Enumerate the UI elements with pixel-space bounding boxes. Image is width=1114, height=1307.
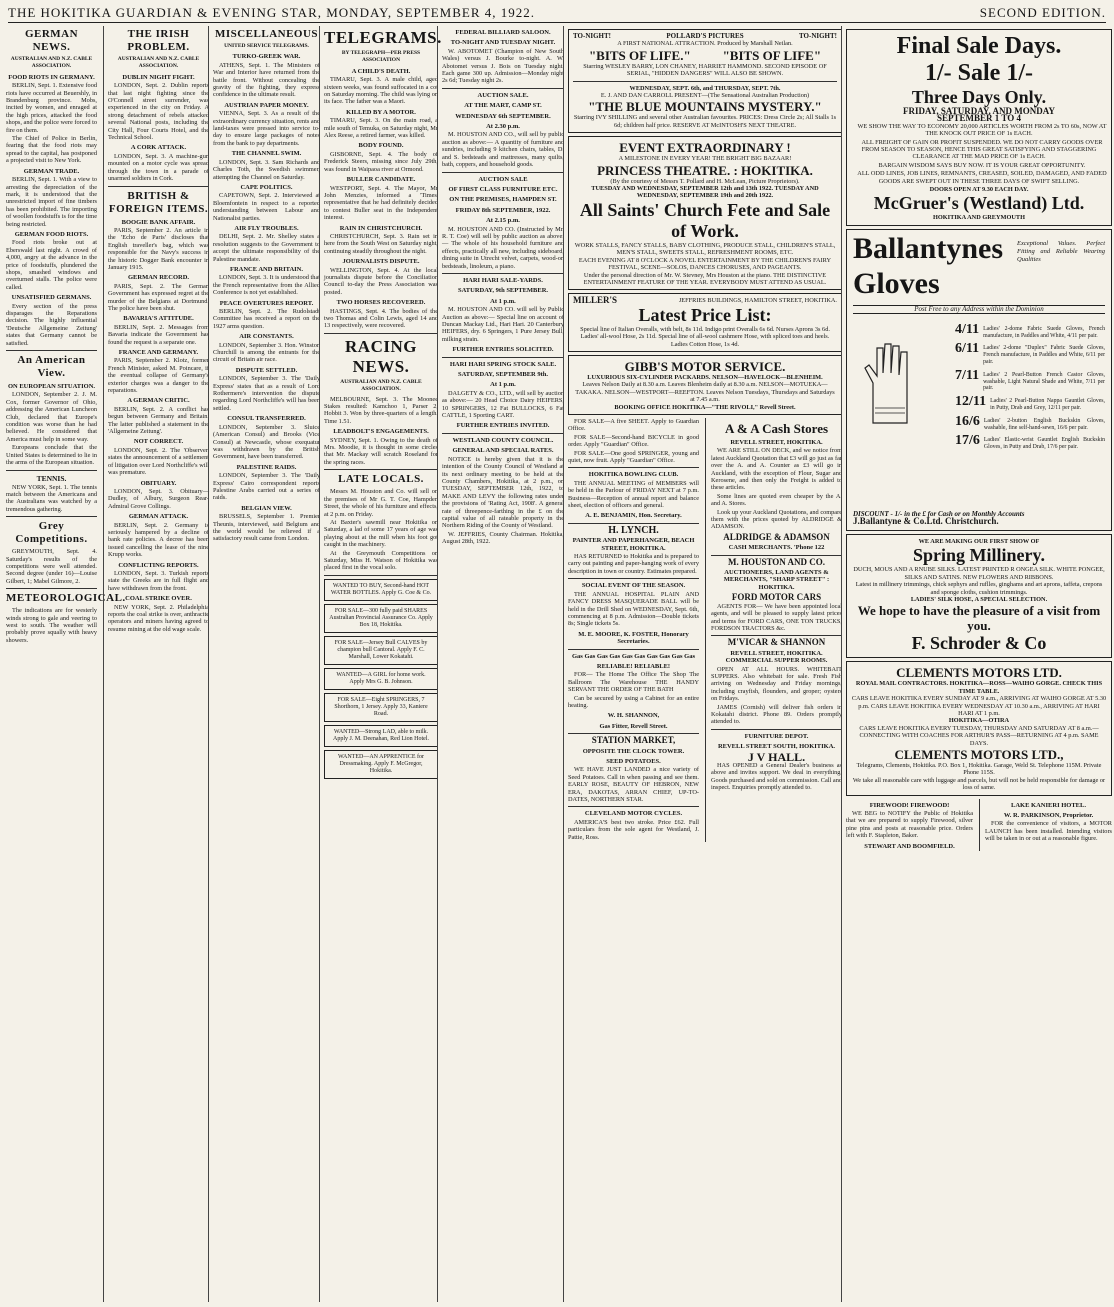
ad-heading: W. H. SHANNON,: [607, 712, 660, 720]
ad-text: Can be secured by using a Cabinet for an entire heating.: [568, 694, 699, 709]
ad-text: WE ARE STILL ON DECK, and we notice from latest Auckland Quotation that £3 will go just as far over the A. and A. Counter as £3 will go in Auckland, with the exception of Flour, Sugar and Kerosene, and then only the Freight is added to these articles.: [711, 447, 842, 492]
source-line: AUSTRALIAN AND N.Z. CABLE ASSOCIATION.: [340, 378, 422, 393]
glove-price-row: [955, 413, 1105, 432]
classified-ad: FOR SALE—One good SPRINGER, young and quiet, now fruit. Apply "Guardian" Office.: [568, 449, 699, 464]
ad-subheading: AUCTIONEERS, LAND AGENTS & MERCHANTS, "SHARP STREET" : HOKITIKA.: [723, 569, 830, 591]
ballantyne-company: J.Ballantyne & Co.Ltd. Christchurch.: [853, 516, 999, 527]
ad-subheading: Three Days Only.: [911, 87, 1047, 107]
ad-text: ALL ODD LINES, JOB LINES, REMNANTS, CREASED, SOILED, DAMAGED, AND FADED GOODS ARE SWEPT OUT IN THESE THREE DAYS OF SWIFT SELLING.: [857, 170, 1107, 185]
article-text: The indications are for westerly winds strong to gale and veering to west to south. The weather will probably prove squally with heavy showers.: [6, 607, 97, 644]
glove-price-row: [955, 367, 1105, 392]
film-title: "THE BLUE MOUNTAINS MYSTERY.": [588, 99, 822, 115]
ad-text: DUCH, MOUS AND A RNUBE SILKS. LATEST PRINTED R ONGEA SILK. WHITE PONGEE, SILKS AND SATINS. NEW FLOWERS AND RIBBONS.: [853, 566, 1105, 581]
article-text: TIMARU, Sept. 3. A male child, aged sixteen weeks, was found suffocated in a cot on Saturday morning. The child was lying on its face. The father was a Maori.: [324, 76, 438, 106]
ad-subheading: WEDNESDAY, SEPT. 6th, and THURSDAY, SEPT. 7th.: [629, 84, 781, 92]
article-heading: NOT CORRECT.: [133, 438, 184, 446]
ad-text: THE ANNUAL HOSPITAL PLAIN AND FANCY DRESS MASQUERADE BALL will be held in the Drill Shed on WEDNESDAY, Sept. 6th, commencing at 8 p.m. Admission—Double tickets 8s; Single tickets 5s.: [568, 590, 699, 628]
ad-heading: Spring Millinery.: [912, 545, 1045, 566]
ad-heading: FORD MOTOR CARS: [731, 592, 822, 603]
article-text: At the Greymouth Competitions on Saturday, Miss H. Watson of Hokitika was placed first in the vocal solo.: [324, 549, 438, 572]
article-text: PARIS, Sept. 2. The German Government has expressed regret at the murder of the Belgians at Dortmund. The police have been shut.: [108, 282, 209, 312]
ad-heading: EVENT EXTRAORDINARY !: [619, 140, 791, 156]
film-title: "BITS OF LIFE.": [588, 47, 691, 63]
ad-text: WE SHOW THE WAY TO ECONOMY 20,000 ARTICLES WORTH FROM 2s TO 60s, NOW AT THE KNOCK OUT PRICE OF 1s EACH.: [857, 122, 1107, 138]
source-line: AUSTRALIAN AND N.Z. CABLE ASSOCIATION.: [10, 56, 93, 70]
ad-text: HAS RETURNED to Hokitika and is prepared to carry out painting and paper-hanging work of every description in town or country. Estimates prepared.: [568, 553, 699, 575]
glove-desc: Ladies' 2-dome Fabric Suede Gloves, French manufacture, in Paddles and White, 4/11 per pair.: [983, 325, 1105, 339]
article-heading: GERMAN ATTACK.: [128, 513, 189, 521]
ad-heading: WESTLAND COUNTY COUNCIL.: [452, 436, 554, 444]
article-heading: A CORK ATTACK.: [130, 144, 187, 152]
glove-price: 4/11: [955, 321, 980, 337]
glove-note: Exceptional Values. Perfect Fitting and Reliable Wearing Qualities: [1017, 239, 1105, 263]
article-text: BRUSSELS, September 1. Premier Theunis, interviewed, said Belgium and the world would be relieved if a satisfactory result came from London.: [213, 513, 320, 543]
ad-subheading: W. R. PARKINSON, Proprietor.: [1003, 812, 1094, 819]
ballantynes-gloves-ad: [846, 229, 1112, 531]
glove-icon: [853, 338, 943, 428]
ad-subheading: OF FIRST CLASS FURNITURE ETC.: [448, 185, 558, 193]
article-text: BERLIN, Sept. 2. A conflict has begun between Germany and Britain. The latter published a statement in the 'Allgemeine Zeitung'.: [108, 405, 209, 436]
column-german-news: [6, 26, 126, 1302]
ad-heading: FURNITURE DEPOT.: [744, 732, 809, 740]
ad-heading: H. LYNCH.: [608, 524, 659, 536]
source-line: AUSTRALIAN AND N.Z. CABLE ASSOCIATION.: [117, 56, 200, 70]
article-heading: LEADBOLT'S ENGAGEMENTS.: [333, 428, 429, 436]
article-text: LONDON, September 3. Hon. Winston Churchill is among the entrants for the circuit of Britain air race.: [213, 341, 320, 364]
ad-signature: A. E. BENJAMIN, Hon. Secretary.: [585, 512, 682, 520]
classified-ad: WANTED—A GIRL for home work. Apply Mrs G. B. Johnson.: [324, 668, 438, 690]
article-text: TIMARU, Sept. 3. On the main road, a mile south of Temuka, on Saturday night, Mr Alex Reese, a retired farmer, was killed.: [324, 117, 438, 140]
ad-heading: HOKITIKA BOWLING CLUB.: [588, 471, 679, 479]
article-text: NEW YORK, Sept. 2. Philadelphia reports the coal strike is over, anthracite operators and miners having agreed to resume mining at the old wage scale.: [108, 603, 209, 633]
ad-heading: AUCTION SALE: [478, 175, 528, 183]
clements-motors-ad: [846, 661, 1112, 795]
ad-text: FOR the convenience of visitors, a MOTOR LAUNCH has been installed. Intending visitors will be taken in or out at a reasonable figure.: [985, 820, 1112, 843]
article-heading: CONSUL TRANSFERRED.: [227, 415, 306, 423]
glove-price-row: [955, 341, 1105, 366]
article-text: LONDON, September 3. Sluice (American Consul) and Brooks (Vice Consul) at Newcastle, whose exequatur was withdrawn by the British Government, have been transferred.: [213, 423, 320, 461]
article-text: PARIS, September 2. An article in the 'Echo de Paris' discloses that English traveller's bag, which was responsible for the Navy's success in the historic Dogger Bank encounter in January 1915.: [108, 226, 209, 271]
glove-price: 17/6: [955, 433, 980, 449]
article-heading: OBITUARY.: [140, 479, 177, 487]
pollards-pictures-ad: [568, 29, 842, 133]
store-name: McGruer's (Westland) Ltd.: [873, 193, 1085, 214]
mcgruer-sale-ad: [846, 29, 1112, 226]
ad-text: A FIRST NATIONAL ATTRACTION. Produced by Marshall Neilan.: [617, 40, 793, 48]
ad-heading: HARI HARI SPRING STOCK SALE.: [449, 360, 557, 368]
article-text: Messrs M. Houston and Co. will sell on the premises of Mr G. T. Coe, Hampden Street, the whole of his furniture and effects, at 2 p.m. on Friday.: [324, 488, 438, 518]
article-text: BERLIN, Sept. 2. Messages from Bavaria indicate the Government has found the request is a separate one.: [108, 323, 209, 346]
glove-price: 6/11: [955, 341, 980, 357]
ad-heading: FIREWOOD! FIREWOOD!: [869, 801, 950, 809]
classified-ad: FOR SALE—300 fully paid SHARES Australian Provincial Assurance Co. Apply Box 18, Hokitika.: [324, 604, 438, 633]
gibbs-motor-ad: [568, 355, 842, 415]
article-text: LONDON, Sept. 3. Obituary—Dudley, of Albury, Surgeon Rear-Admiral Grove Collings.: [108, 487, 209, 510]
ad-text: THE ANNUAL MEETING of MEMBERS will be held in the Parlour of FRIDAY NEXT at 7 p.m. Business—Reception of annual report and balance sheet, election of officers and general.: [568, 479, 699, 510]
article-text: LONDON, September 3. The 'Daily Express' states that as a result of Lord Rothermere's intervention the dispute regarding Lord Northcliffe's will has been settled.: [213, 375, 320, 412]
ad-text: Telegrams, Clements, Hokitika. P.O. Box 1, Hokitika. Garage, Weld St. Telephone 115M. Private Phone 115S.: [856, 761, 1102, 777]
ad-heading: CLEMENTS MOTORS LTD.: [896, 665, 1062, 681]
ad-subheading: TO-NIGHT AND TUESDAY NIGHT.: [450, 39, 556, 47]
ad-text: We take all reasonable care with luggage and parcels, but will not be held responsible for damage or loss of same.: [852, 776, 1106, 792]
ad-text: ALL FREIGHT OF GAIN OR PROFIT SUSPENDED. WE DO NOT CARRY GOODS OVER FROM SEASON TO SEASON, HENCE THIS GREAT SATISFYING AND STAGGERING CLEARANCE AT THE MAD PRICE OF 1s EACH.: [861, 138, 1103, 161]
section-heading: MISCELLANEOUS: [214, 28, 319, 40]
section-heading: BRITISH & FOREIGN ITEMS.: [108, 189, 209, 215]
sale-banner: 1/- Sale 1/-: [925, 60, 1033, 86]
article-heading: FRANCE AND BRITAIN.: [229, 265, 303, 273]
glove-footer: [853, 511, 1105, 526]
ad-footer: FURTHER ENTRIES INVITED.: [456, 422, 550, 430]
article-heading: UNSATISFIED GERMANS.: [11, 294, 92, 302]
ad-text: W. ABOTOMET (Champion of New South Wales) versus J. Bourke to-night. A. W. Abotomet versus J. Bois on Tuesday night. Each game 300 up. Admission—Monday night 2s 6d; Tuesday night 2s.: [442, 47, 564, 85]
article-heading: BOOGIE BANK AFFAIR.: [121, 218, 196, 226]
article-heading: JOURNALISTS DISPUTE.: [342, 258, 420, 266]
tonight-label: TO-NIGHT!: [573, 32, 611, 40]
article-text: Every section of the press disparages the Reparations decision. The highly influential 'Deutsche Allgemeine Zeitung' states that Germany cannot be satisfied.: [6, 302, 97, 347]
article-text: CHRISTCHURCH, Sept. 3. Rain set in here from the South West on Saturday night, continuing steadily throughout the night.: [324, 232, 438, 255]
masthead: [8, 4, 1106, 23]
article-heading: PALESTINE RAIDS.: [236, 463, 297, 471]
article-text: WELLINGTON, Sept. 4. At the local journalists dispute before the Conciliation Council to-day the Press Association was posted.: [324, 266, 438, 296]
sale-dates: SEPTEMBER 1 TO 4: [937, 113, 1021, 124]
ad-text: FOR— The Home The Office The Shop The Ballroom The Warehouse THE HANDY SERVANT THE ORDER OF THE BATH: [568, 671, 699, 694]
classified-ad: WANTED TO BUY, Second-hand HOT WATER BOTTLES. Apply G. Coe & Co.: [324, 579, 438, 601]
article-heading: PEACE OVERTURES REPORT.: [219, 299, 314, 307]
glove-desc: Ladies' 2 Pearl-Button French Castor Gloves, washable, Light Natural Shade and White, 7/11 per pair.: [983, 371, 1105, 392]
article-heading: BELGIAN VIEW.: [241, 504, 292, 512]
ad-text: DOORS OPEN AT 9.30 EACH DAY.: [929, 186, 1029, 194]
film-title: "BITS OF LIFE": [722, 47, 822, 63]
article-heading: RAIN IN CHRISTCHURCH.: [339, 224, 423, 232]
glove-price-list: [955, 321, 1105, 457]
ad-subheading: At 2.15 p.m.: [486, 217, 520, 225]
ad-subheading: SATURDAY, 9th SEPTEMBER.: [457, 287, 549, 295]
ad-subheading: AT THE MART, CAMP ST.: [464, 102, 542, 110]
ad-text: EACH EVENING AT 8 O'CLOCK A NOVEL ENTERTAINMENT BY THE CHILDREN'S FAIRY FESTIVAL, SCENE—SOLOS, DANCES CHORUSES, AND PAGEANTS.: [578, 256, 832, 272]
article-text: LONDON, Sept. 2. The 'Observer' states the announcement of a settlement of litigation over Lord Northcliffe's will was premature.: [108, 446, 209, 477]
glove-price-row: [955, 433, 1105, 451]
article-text: LONDON, Sept. 3. It is understood that the French representative from the Allied Conference is not yet established.: [213, 274, 320, 297]
ad-text: Under the personal direction of Mr. W. Stevney, Mrs Houston at the piano. THE DISTINCTIVE ENTERTAINMENT FEATURE OF THE YEAR. EVERYBODY MUST ATTEND AS USUAL.: [583, 271, 827, 286]
article-text: LONDON, September 2. J. M. Cox, former Governor of Ohio, addressing the American Luncheon Club, declared that Europe's condition was worse than he had believed. He considered that America must help in some way.: [6, 391, 97, 443]
article-heading: FRANCE AND GERMANY.: [118, 349, 199, 356]
ad-heading: HARI HARI SALE-YARDS.: [463, 276, 543, 284]
ad-heading: RELIABLE! RELIABLE!: [596, 662, 671, 670]
article-text: VIENNA, Sept. 3. As a result of the extraordinary currency situation, rents and land-taxes were pressed into service to-day to ensure large packages of notes from the bank to pay departments.: [213, 110, 320, 147]
ad-subheading: ROYAL MAIL CONTRACTORS. HOKITIKA—ROSS—WAIHO GORGE. CHECK THIS TIME TABLE.: [855, 680, 1103, 695]
article-heading: AIR FLY TROUBLES.: [234, 224, 299, 232]
glove-price: 16/6: [955, 413, 980, 429]
ad-heading: A & A Cash Stores: [724, 420, 829, 436]
ad-heading: ALDRIDGE & ADAMSON: [723, 531, 830, 542]
glove-price: 12/11: [955, 394, 987, 410]
classified-ad: FOR SALE—Eight SPRINGERS, 7 Shorthorn, 1 Jersey. Apply 33, Kaniere Road.: [324, 693, 438, 722]
ad-text: M. HOUSTON AND CO., will sell by public auction as above:— A quantity of furniture and sundries, including 9 kitchen chairs, tables, D. and S. bedsteads and mattresses, many quilts, bath, coppers, and household goods.: [442, 131, 564, 169]
article-text: PARIS, September 2. Klotz, former French Minister, asked M. Poincare, if the eventual collapse of Germany's exterior charges was a danger to the reparations.: [108, 357, 209, 395]
ad-text: NOTICE is hereby given that it is the intention of the County Council of Westland at its next ordinary meeting to be held at the County Chambers, Hokitika, at 2 p.m., on TUESDAY, SEPTEMBER 12th, 1922, to MAKE AND LEVY the following rates under the provisions of 'Rating Act, 1908'. A general rate of threepence-farthing in the £ on the capital value of all rateable property in the Northern Riding of the County of Westland.: [442, 455, 564, 530]
ad-heading: CLEVELAND MOTOR CYCLES.: [584, 810, 683, 818]
gloves-title: Gloves: [853, 266, 940, 300]
ad-subheading: LUXURIOUS SIX-CYLINDER PACKARDS. NELSON—HAVELOCK—BLENHEIM.: [587, 373, 823, 381]
ad-text: M. HOUSTON AND CO. (Instructed by Mr. R. T. Coe) will sell by public auction as above:— The whole of his household furniture and effects, practically all new, including sideboard, dining suite in Utrecht velvet, carpets, wood-on bedsteads, linoleum, a piano.: [442, 225, 564, 270]
ad-text: HAS OPENED a General Dealer's business as above and invites support. We deal in everything. Goods purchased and sold on commission. Call and inspect. Enquiries promptly attended to.: [711, 762, 842, 792]
article-text: GISBORNE, Sept. 4. The body of Frederick Steers, missing since July 29th, was found in Waipaoa river at Ormond.: [324, 150, 438, 173]
glove-price: 7/11: [955, 367, 980, 383]
article-text: BERLIN, Sept. 1. With a view to arresting the depreciation of the mark, it is understood that the unrestricted import of fine timbers has been prohibited. The importing of woollen foodstuffs is for the time being restricted.: [6, 176, 97, 228]
ad-text: Special line of Italian Overalls, with belt, 8s 11d. Indigo print Overalls 6s 6d. Nurses Aprons 3s 6d. Ladies' all-wool Hose, 2s 11d. Special line of all-wool cashmere Hose, with spliced toes and heels. Ladies Cotton Hose, 1s 4d.: [580, 325, 830, 348]
ad-subheading: SEED POTATOES.: [606, 758, 661, 765]
ad-text: DALGETY & CO., LTD., will sell by auction as above:— 20 Head Choice Dairy HEIFERS, 10 SPRINGERS, 12 Fat BULLOCKS, 6 Fat CATTLE, 1 Sporting CART.: [442, 389, 564, 420]
ad-text: Starring WESLEY BARRY, LON CHANEY, HARRIET HAMMOND. SECOND EPISODE OF SERIAL, "HIDDEN DANGERS" WILL ALSO BE SHOWN.: [583, 62, 827, 78]
article-text: Europeans conclude that the United States is determined to lie in the arms of the European situation.: [6, 444, 97, 467]
ad-signature: STEWART AND BOOMFIELD.: [864, 842, 955, 850]
ad-subheading: HOKITIKA—OTIRA: [948, 717, 1010, 725]
article-text: HASTINGS, Sept. 4. The bodies of the two Thomas and Colin Lewis, aged 14 and 13 respectively, were recovered.: [324, 307, 438, 330]
article-text: SYDNEY, Sept. 1. Owing to the death of Mrs. Moodie, it is thought in some circles that Mr. Mackay will scratch Roseland for the spring races.: [324, 436, 438, 466]
ad-signature: M. E. MOORE, K. FOSTER, Honorary Secretaries.: [578, 630, 689, 646]
source-line: BY TELEGRAPH—PER PRESS ASSOCIATION: [341, 50, 421, 64]
ad-heading: GIBB'S MOTOR SERVICE.: [624, 358, 786, 374]
ad-heading: Final Sale Days.: [896, 33, 1062, 59]
ad-heading: AUCTION SALE.: [477, 91, 529, 99]
section-heading: THE IRISH PROBLEM.: [127, 28, 190, 53]
classified-ad: WANTED—AN APPRENTICE for Dressmaking. Apply F. McGregor, Hokitika.: [324, 750, 438, 779]
article-text: BERLIN, Sept. 2. Germany is seriously hampered by a decline of bank rate policies. A decree has been issued cancelling the lease of the nine Krupp works.: [108, 521, 209, 559]
price-list-title: Latest Price List:: [638, 304, 772, 325]
tonight-label: TO-NIGHT!: [799, 32, 837, 40]
ad-dates: TUESDAY AND WEDNESDAY, SEPTEMBER 12th and 13th 1922. TUESDAY AND WEDNESDAY, SEPTEMBER 19th and 20th 1922.: [591, 185, 819, 200]
article-text: BERLIN, Sept. 2. The Rudolstadt Committee has received a report on the 1927 arms question.: [213, 308, 320, 330]
ad-text: We hope to have the pleasure of a visit from you.: [857, 603, 1101, 634]
glove-desc: Ladies' 2 Pearl-Button Nappa Gauntlet Gloves, in Putty, Drab and Grey, 12/11 per pair.: [990, 398, 1105, 412]
section-heading: LATE LOCALS.: [338, 473, 424, 486]
article-heading: DUBLIN NIGHT FIGHT.: [122, 73, 195, 81]
ad-footer: FURTHER ENTRIES SOLICITED.: [452, 346, 554, 354]
article-text: LONDON, Sept. 3. Sam Richards and Charles Toth, the Swedish swimmer, attempting the Channel on Saturday.: [213, 158, 320, 181]
ad-text: M. HOUSTON AND CO. will sell by Public Auction as above:— Special line on account of Duncan Mackay Ltd., Hari Hari. 20 Canterbury HEIFERS, dry. 6 Springers, 1 Pure Jersey Bull, milking strain.: [442, 306, 564, 343]
column-entertainment-ads: [563, 26, 846, 1302]
glove-desc: Ladies' 2-button English Buckskin Gloves, washable, fine self-hand-sewn, 16/6 per pair.: [983, 417, 1105, 431]
ad-text: AGENTS FOR— We have been appointed local agents, and will be pleased to supply latest prices and terms for FORD CARS, ONE TON TRUCKS, FORDSON TRACTORS &c.: [711, 602, 842, 632]
ad-text: BARGAIN WISDOM SAYS BUY NOW. IT IS YOUR GREAT OPPORTUNITY.: [878, 161, 1086, 169]
ad-subheading: PAINTER AND PAPERHANGER, BEACH STREET, HOKITIKA.: [572, 537, 695, 552]
section-heading: An American View.: [17, 354, 86, 380]
ad-text: Leaves Nelson Daily at 8.30 a.m. Leaves Blenheim daily at 8.30 a.m. NELSON—MOTUEKA—TAKAKA. NELSON—WESTPORT—REEFTON. Leaves Nelson Tuesdays, Thursdays and Saturdays at 7.45 a.m.: [575, 381, 835, 404]
article-text: LONDON, Sept. 3. A machine-gun mounted on a motor cycle was spread through the town in a parade of unarmed soldiers in Cork.: [108, 152, 209, 183]
article-heading: ON EUROPEAN SITUATION.: [7, 383, 96, 391]
ad-text: JAMES (Cornish) will deliver fish orders in Kokatahi district. Phone 89. Orders promptly attended to.: [711, 703, 842, 726]
column-irish-problem: [103, 26, 213, 1302]
ad-subheading: At 2.30 p.m.: [486, 123, 520, 131]
ad-heading: MILLER'S: [573, 295, 618, 306]
article-text: LONDON, Sept. 2. Dublin reports that last night fighting since the O'Connell street surrender, was experienced in the city on Friday. A strong detachment of rebels attacked several National posts, including the City Hall, Four Courts Hotel, and the Technical School.: [108, 82, 209, 142]
ad-text: LADIES' SILK HOSE, A SPECIAL SELECTION.: [910, 595, 1048, 603]
ad-text: WE BEG to NOTIFY the Public of Hokitika that we are prepared to supply Firewood, silver pine pins and posts at reasonable price. Orders left with F. Stapleton, Baker.: [846, 810, 973, 840]
ad-subheading: REVELL STREET, HOKITIKA. COMMERCIAL SUPPER ROOMS.: [725, 649, 828, 665]
classified-ad: FOR SALE—A five SHEET. Apply to Guardian Office.: [568, 417, 699, 433]
ad-subheading: GENERAL AND SPECIAL RATES.: [452, 447, 554, 455]
article-heading: COAL STRIKE OVER.: [125, 595, 192, 603]
article-heading: BODY FOUND.: [358, 142, 404, 150]
section-heading: RACING NEWS.: [345, 336, 417, 376]
ad-footer: BOOKING OFFICE HOKITIKA—"THE RIVOLI," Revell Street.: [614, 403, 796, 411]
pollards-title: POLLARD'S PICTURES: [666, 32, 744, 40]
article-text: At Baxter's sawmill near Hokitika on Saturday, a lad of some 17 years of age was playing about at the mill when his foot got caught in the machinery.: [324, 518, 438, 549]
ad-text: WORK STALLS, FANCY STALLS, BABY CLOTHING, PRODUCE STALL, CHILDREN'S STALL, MEN'S STALL, SWEETS STALL, REFRESHMENT ROOMS, ETC.: [574, 241, 836, 257]
glove-price-row: [955, 321, 1105, 340]
ballantynes-title: Ballantynes: [853, 231, 1004, 265]
ad-subheading: SATURDAY, SEPTEMBER 9th.: [457, 371, 549, 379]
ad-text: (By the courtesy of Messrs T. Pollard and H. McLean, Picture Proprietors).: [610, 177, 800, 185]
article-heading: AUSTRIAN PAPER MONEY.: [224, 101, 309, 109]
article-text: CAPETOWN, Sept. 2. Interviewed at Bloemfontein in respect to a reported understanding between Labour and Nationalist parties.: [213, 192, 320, 222]
article-heading: CAPE POLITICS.: [240, 183, 293, 191]
store-name: F. Schroder & Co: [911, 633, 1047, 654]
article-heading: CONFLICTING REPORTS.: [118, 561, 199, 569]
article-text: LONDON, September 3. The 'Daily Express' Cairo correspondent reports Palestine Arabs carried out a series of raids.: [213, 472, 320, 502]
article-heading: KILLED BY A MOTOR.: [346, 108, 416, 116]
ad-signature: W. JEFFRIES, County Chairman. Hokitika, August 28th, 1922.: [442, 530, 564, 546]
classified-ad: WANTED—Strong LAD, able to milk. Apply J. M. Deenahan, Red Lion Hotel.: [324, 725, 438, 747]
section-heading: METEOROLOGICAL.: [6, 592, 126, 605]
ad-text: WE HAVE JUST LANDED a nice variety of Seed Potatoes. Call in when passing and see them. EARLY ROSE, BEAUTY OF HEBRON, NEW ERA, DAKOTAS, ARRAN CHIEF, UP-TO-DATES, NORTHERN STAR.: [568, 766, 699, 804]
article-text: NEW YORK, Sept. 1. The tennis match between the Americans and the Australians was watched by a tremendous gathering.: [6, 483, 97, 513]
article-heading: FOOD RIOTS IN GERMANY.: [8, 73, 95, 81]
ad-subheading: ON THE PREMISES, HAMPDEN ST.: [449, 196, 557, 204]
article-text: Food riots broke out at Eberswald last night. A crowd of 4,000, angry at the advance in the price of foodstuffs, plundered the shops, smashed windows and overturned stalls. The police were called.: [6, 239, 97, 291]
article-heading: TWO HORSES RECOVERED.: [336, 299, 426, 307]
ad-heading: STATION MARKET,: [591, 735, 676, 746]
edition-label: SECOND EDITION.: [979, 5, 1106, 20]
ad-heading: M'VICAR & SHANNON: [727, 637, 826, 648]
sale-days: FRIDAY, SATURDAY, AND MONDAY: [903, 106, 1055, 116]
article-heading: A CHILD'S DEATH.: [351, 67, 411, 75]
article-heading: TURKO-GREEK WAR.: [232, 53, 301, 61]
ad-heading: CLEMENTS MOTORS LTD.,: [894, 746, 1064, 762]
article-heading: DISPUTE SETTLED.: [235, 366, 298, 374]
ad-subheading: REVELL STREET SOUTH, HOKITIKA.: [717, 743, 836, 751]
article-heading: GERMAN RECORD.: [127, 274, 190, 282]
article-heading: BULLER CANDIDATE.: [346, 176, 416, 184]
article-heading: THE CHANNEL SWIM.: [231, 150, 302, 158]
article-text: WESTPORT, Sept. 4. The Mayor, Mr John Menzies, informed a 'Times' representative that he had definitely decided to contest Buller seat in the Independent interest.: [324, 184, 438, 222]
ad-text: Latest in millinery trimmings, chick sephyrs and ruflles, ginghams and art aprons, taffeta, crepons and sponge cloths, cushion trimmings.: [855, 581, 1103, 596]
ad-subheading: CASH MERCHANTS. 'Phone 122: [728, 544, 825, 552]
fete-title: All Saints' Church Fete and Sale of Work.: [579, 199, 831, 241]
article-heading: BAVARIA'S ATTITUDE.: [123, 315, 194, 323]
column-auctions: [437, 26, 568, 1302]
ad-text: CARS LEAVE HOKITIKA EVERY TUESDAY, THURSDAY AND SATURDAY AT 8 a.m.—CONNECTING WITH COACHES FOR ARTHUR'S PASS—RETURNING AT 4 p.m. SAME DAYS.: [859, 724, 1099, 747]
ad-heading: LAKE KANIERI HOTEL.: [1011, 801, 1086, 809]
glove-illustration: [853, 338, 943, 430]
ad-subheading: At 1 p.m.: [490, 297, 516, 305]
column-telegrams: [319, 26, 442, 1302]
ad-text: Look up your Auckland Quotations, and compare them with the prices quoted by ALDRIDGE & ADAMSON.: [711, 508, 842, 531]
ad-text: OPEN AT ALL HOURS. WHITEBAIT SUPPERS. Also whitebait for sale. Fresh Fish arriving on Wednesday and Friday mornings, including crayfish, flounders, and groper; oysters on Fridays.: [711, 665, 842, 703]
section-heading: TELEGRAMS.: [324, 28, 442, 47]
section-heading: TENNIS.: [36, 473, 67, 483]
section-heading: Grey Competitions.: [15, 520, 88, 546]
article-text: MELBOURNE, Sept. 3. The Moonee Stakes resulted: Kamchoo 1, Parser 2, Hobbit 3. Won by three-quarters of a length. Time 1.51.: [324, 395, 438, 425]
ad-heading: SOCIAL EVENT OF THE SEASON.: [581, 582, 686, 590]
column-miscellaneous: [208, 26, 324, 1302]
article-heading: AIR CONSTANTS.: [239, 333, 294, 341]
ad-heading: J V HALL.: [747, 749, 806, 764]
source-line: UNITED SERVICE TELEGRAMS.: [224, 43, 309, 49]
section-heading: GERMAN NEWS.: [24, 28, 79, 53]
ad-subheading: At 1 p.m.: [490, 381, 516, 389]
ad-subheading: REVELL STREET, HOKITIKA.: [730, 438, 823, 446]
ad-text: CARS LEAVE HOKITIKA EVERY SUNDAY AT 9 a.m., ARRIVING AT WAIHO GORGE AT 5.30 p.m. CARS LEAVE HOKITIKA EVERY WEDNESDAY AT 10.30 a.m., ARRIVING AT HARI HARI AT 1 p.m.: [851, 695, 1107, 717]
article-text: ATHENS, Sept. 1. The Ministers of War and Interior have returned from the battle front. Without concealing the gravity of the fighting, they express confidence in the ultimate result.: [213, 61, 320, 99]
gas-banner: Gas Gas Gas Gas Gas Gas Gas Gas Gas Gas: [572, 652, 695, 660]
article-heading: A GERMAN CRITIC.: [127, 397, 190, 405]
ad-text: AMERICA'S best two stroke. Price £62. Full particulars from the sole agent for Westland, J. Pattie, Ross.: [568, 818, 699, 841]
glove-subtitle: Post Free to any Address within the Dominion: [853, 305, 1105, 314]
article-text: BERLIN, Sept. 1. Extensive food riots have occurred at Beuershly, in Brandenburg province. Mobs, incited by women, and enraged at the high prices, attacked the food shops, and the police were forced to fire on them.: [6, 82, 97, 134]
schroder-millinery-ad: [846, 534, 1112, 658]
glove-price-row: [955, 394, 1105, 412]
ad-text: E. J. AND DAN CARROLL PRESENT—(The Sensational Australian Production): [600, 92, 810, 100]
glove-desc: Ladies' Elastic-wrist Gauntlet English Buckskin Gloves, in Putty and Drab, 17/6 per pair.: [983, 437, 1105, 451]
classified-ad: FOR SALE—Second-hand BICYCLE in good order. Apply "Guardian" Office.: [568, 433, 699, 449]
ad-text: Some lines are quoted even cheaper by the A. and A. Stores.: [711, 492, 842, 508]
article-text: The Chief of Police in Berlin, fearing that the food riots may spread to the capital, has postponed a projected visit to New York.: [6, 135, 97, 165]
article-text: GREYMOUTH, Sept. 4. Saturday's results of the competitions were well attended. Second degree (under 16)—Louise Gilbert, 1; Mabel Gilmore, 2.: [6, 548, 97, 585]
ad-heading: FEDERAL BILLIARD SALOON.: [455, 29, 551, 36]
ad-address: JEFFRIES BUILDINGS, HAMILTON STREET, HOKITIKA.: [678, 297, 837, 305]
ad-text: A MILESTONE IN EVERY YEAR! THE BRIGHT BIG BAZAAR!: [618, 155, 792, 163]
ad-text: Starring IVY SHILLING and several other Australian favourites. PRICES: Dress Circle 2s; All Stalls 1s 6d; children half price. RESERVE AT McINTOSH'S NEXT THEATRE.: [573, 114, 837, 129]
ad-heading: M. HOUSTON AND CO.: [727, 556, 826, 567]
column-display-ads: [841, 26, 1112, 1302]
ad-subheading: WEDNESDAY 6th SEPTEMBER.: [455, 112, 551, 120]
masthead-title: THE HOKITIKA GUARDIAN & EVENING STAR, MONDAY, SEPTEMBER 4, 1922.: [8, 5, 535, 20]
ad-subheading: Gas Fitter, Revell Street.: [599, 722, 668, 730]
classified-ad: FOR SALE—Jersey Bull CALVES by champion bull Cantoral. Apply F. C. Marshall, Lower Kokatahi.: [324, 636, 438, 665]
venue-title: PRINCESS THEATRE. : HOKITIKA.: [597, 162, 813, 178]
store-location: HOKITIKA AND GREYMOUTH: [932, 214, 1025, 222]
article-text: DELHI, Sept. 2. Mr. Shelley states a resolution suggests to the Government to accept the ultimate responsibility of the Palestine mandate.: [213, 233, 320, 263]
ad-subheading: FRIDAY 8th SEPTEMBER, 1922.: [455, 206, 551, 214]
millers-ad: [568, 293, 842, 352]
ad-subheading: OPPOSITE THE CLOCK TOWER.: [582, 747, 685, 755]
bazaar-ad: [568, 136, 842, 290]
article-text: LONDON, Sept. 3. Turkish reports state the Greeks are in full flight and have withdrawn from the front.: [108, 569, 209, 592]
article-heading: GERMAN FOOD RIOTS.: [14, 230, 89, 238]
discount-note: DISCOUNT - 1/- in the £ for Cash or on Monthly Accounts: [853, 510, 1025, 519]
article-heading: GERMAN TRADE.: [23, 167, 80, 175]
ad-subheading: WE ARE MAKING OUR FIRST SHOW OF: [918, 537, 1040, 545]
glove-desc: Ladies' 2-dome "Duplex" Fabric Suede Gloves, French manufacture, in Paddles and White, 6/11 per pair.: [983, 345, 1105, 366]
